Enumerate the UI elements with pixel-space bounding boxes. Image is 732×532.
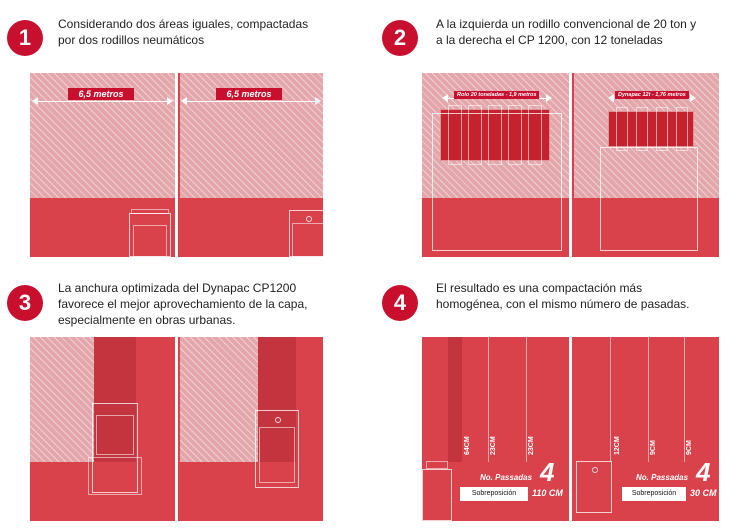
step-3-number: 3 [7, 285, 43, 321]
stripe-label-left-3: 23CM [528, 436, 535, 455]
lane-divider [175, 73, 178, 257]
lane-divider [569, 337, 572, 521]
panel-4 [422, 337, 719, 521]
panel-2 [422, 73, 719, 257]
stripe-label-right-3: 9CM [686, 440, 693, 455]
stripe-label-left-1: 64CM [464, 436, 471, 455]
arrow-head-icon [32, 97, 38, 105]
pass-stripe [136, 337, 175, 462]
width-arrow-right [183, 101, 319, 102]
pass-boundary [488, 337, 489, 462]
panel-3 [30, 337, 323, 521]
roller-base-left [88, 457, 142, 495]
roller-outline-left [422, 469, 452, 521]
passes-label-left: No. Passadas [480, 473, 533, 482]
pass-boundary [648, 337, 649, 462]
step-1-number: 1 [7, 20, 43, 56]
lane-divider [175, 337, 178, 521]
roller-inner-right [292, 223, 323, 257]
arrow-head-icon [315, 97, 321, 105]
step-1-text: Considerando dos áreas iguales, compactadas por dos rodillos neumáticos [58, 17, 309, 47]
arrow-head-icon [167, 97, 173, 105]
arrow-head-icon [690, 94, 696, 102]
passes-count-left: 4 [540, 457, 555, 487]
width-label-right: 6,5 metros [216, 88, 282, 100]
overlap-label-left: Sobreposición [460, 487, 528, 501]
arrow-head-icon [442, 94, 448, 102]
roller-body-right [600, 147, 698, 251]
step-2-text: A la izquierda un rodillo convencional de 20 ton y a la derecha el CP 1200, con 12 toneladas [436, 17, 697, 47]
stripe-label-right-2: 9CM [650, 440, 657, 455]
width-arrow-left [34, 101, 171, 102]
roller-inner-left [133, 225, 167, 257]
overlap-stripe [448, 337, 462, 462]
step-2-number: 2 [382, 20, 418, 56]
step-3-text: La anchura optimizada del Dynapac CP1200 favorece el mejor aprovechamiento de la capa, especialmente en obras urbanas. [58, 281, 308, 327]
step-4-number: 4 [382, 285, 418, 321]
arrow-head-icon [181, 97, 187, 105]
stripe-label-right-1: 12CM [614, 436, 621, 455]
lane-divider [569, 73, 572, 257]
passes-label-right: No. Passadas [636, 473, 689, 482]
roller-label-left: Rolo 20 toneladas - 1,9 metros [454, 91, 539, 99]
roller-top-left [131, 209, 169, 214]
width-label-left: 6,5 metros [68, 88, 134, 100]
step-4-text: El resultado es una compactación más homogénea, con el mismo número de pasadas. [436, 281, 690, 311]
roller-top-left [426, 461, 448, 469]
roller-inner-left [96, 415, 134, 455]
roller-knob-icon [592, 467, 598, 473]
overlap-value-right: 30 CM [690, 488, 717, 498]
stripe-label-left-2: 23CM [490, 436, 497, 455]
wheel [656, 107, 668, 151]
wheel [636, 107, 648, 151]
roller-knob-icon [306, 216, 312, 222]
overlap-label-right: Sobreposición [622, 487, 686, 501]
roller-knob-icon [275, 417, 281, 423]
arrow-head-icon [546, 94, 552, 102]
pass-boundary [526, 337, 527, 462]
pass-boundary [610, 337, 611, 462]
pass-boundary [684, 337, 685, 462]
overlap-value-left: 110 CM [532, 488, 563, 498]
arrow-head-icon [608, 94, 614, 102]
roller-label-right: Dynapac 12t - 1,76 metros [615, 91, 689, 99]
panel-1 [30, 73, 323, 257]
wheel [676, 107, 688, 151]
wheel [616, 107, 628, 151]
passes-count-right: 4 [696, 457, 711, 487]
roller-inner-right [259, 427, 295, 483]
roller-body-left [432, 113, 562, 251]
